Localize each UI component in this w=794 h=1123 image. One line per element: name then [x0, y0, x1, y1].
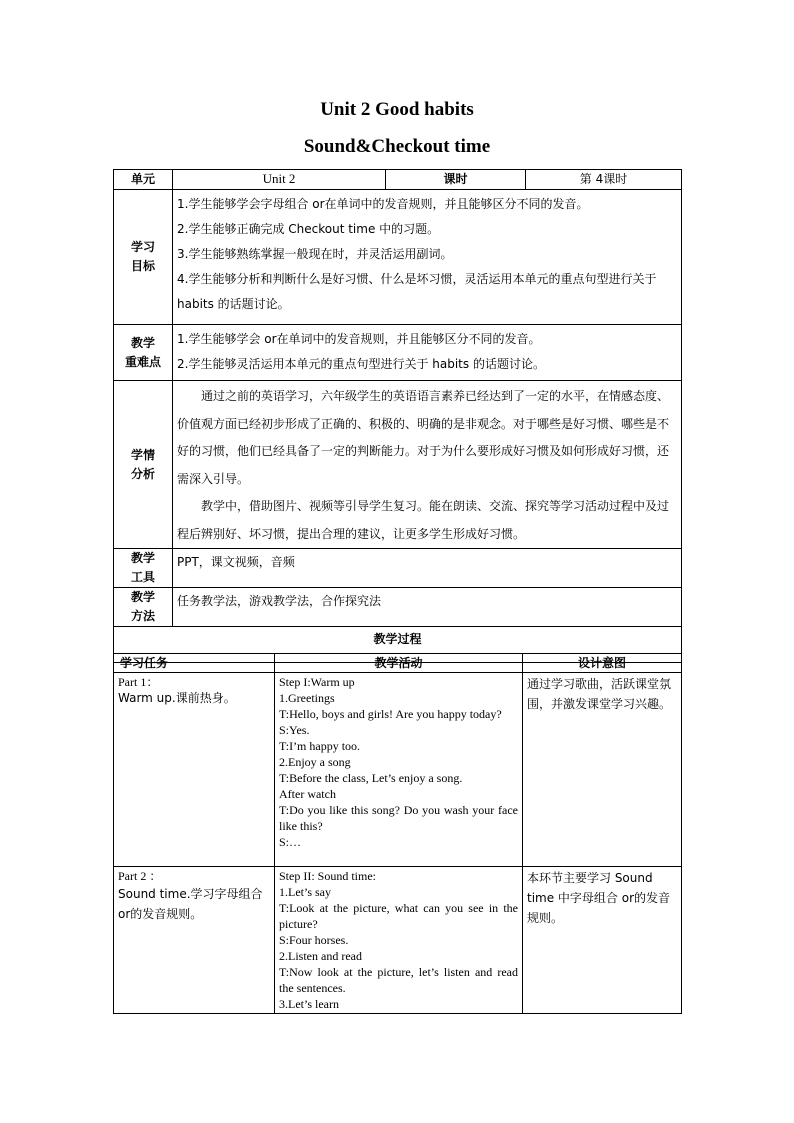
- period-value: 第 4课时: [526, 170, 682, 190]
- tools-label: 教学 工具: [114, 549, 173, 588]
- key-point-item: 2.学生能够灵活运用本单元的重点句型进行关于 habits 的话题讨论。: [177, 357, 545, 371]
- activity-cell: Step II: Sound time: 1.Let’s say T:Look at the picture, what can you see in the picture? S:Four horses. 2.Listen and read T:Now look at the picture, let’s listen and read the sentences. 3.Let’s learn: [275, 867, 523, 1014]
- methods-row: [114, 588, 682, 627]
- tools-row: [114, 549, 682, 588]
- objective-item: 2.学生能够正确完成 Checkout time 中的习题。: [177, 222, 440, 236]
- col-task-header: 学习任务: [114, 654, 275, 673]
- table-row: [114, 867, 682, 1014]
- header-row: [114, 170, 682, 190]
- document-title: Unit 2 Good habits: [320, 99, 474, 120]
- methods-label: 教学 方法: [114, 588, 173, 627]
- intent-cell: 通过学习歌曲，活跃课堂氛围，并激发课堂学习兴趣。: [523, 673, 682, 867]
- objective-item: 4.学生能够分析和判断什么是好习惯、什么是坏习惯，灵活运用本单元的重点句型进行关于 habits 的话题讨论。: [177, 272, 657, 311]
- tools-value: PPT，课文视频，音频: [173, 549, 682, 588]
- analysis-paragraph: 通过之前的英语学习，六年级学生的英语语言素养已经达到了一定的水平，在情感态度、价值观方面已经初步形成了正确的、积极的、明确的是非观念。对于哪些是好习惯、哪些是不好的习惯，他们已经具备了一定的判断能力。对于为什么要形成好习惯及如何形成好习惯，还需深入引导。: [177, 389, 670, 486]
- process-title: 教学过程: [114, 627, 682, 663]
- analysis-content: [173, 381, 682, 549]
- analysis-paragraph: 教学中，借助图片、视频等引导学生复习。能在朗读、交流、探究等学习活动过程中及过程后辨别好、坏习惯，提出合理的建议，让更多学生形成好习惯。: [177, 499, 670, 541]
- analysis-label: 学情 分析: [114, 381, 173, 549]
- col-intent-header: 设计意图: [523, 654, 682, 673]
- unit-value: Unit 2: [173, 170, 386, 190]
- task-cell: Part 1： Warm up.课前热身。: [114, 673, 275, 867]
- key-points-row: [114, 325, 682, 381]
- objectives-label: 学习 目标: [114, 190, 173, 325]
- analysis-row: [114, 381, 682, 549]
- activity-cell: Step I:Warm up 1.Greetings T:Hello, boys and girls! Are you happy today? S:Yes. T:I’m happy too. 2.Enjoy a song T:Before the class, Let’s enjoy a song. After watch T:Do you like this song? Do you wash your face like this? S:…: [275, 673, 523, 867]
- key-points-content: [173, 325, 682, 381]
- methods-value: 任务教学法，游戏教学法，合作探究法: [173, 588, 682, 627]
- period-label: 课时: [386, 170, 526, 190]
- objective-item: 1.学生能够学会字母组合 or在单词中的发音规则，并且能够区分不同的发音。: [177, 197, 589, 211]
- table-row: [114, 673, 682, 867]
- key-points-label: 教学 重难点: [114, 325, 173, 381]
- col-activity-header: 教学活动: [275, 654, 523, 673]
- unit-label: 单元: [114, 170, 173, 190]
- intent-cell: 本环节主要学习 Sound time 中字母组合 or的发音规则。: [523, 867, 682, 1014]
- document-subtitle: Sound&Checkout time: [303, 136, 491, 157]
- objectives-content: [173, 190, 682, 325]
- process-table: [113, 653, 682, 1014]
- task-cell: Part 2 ： Sound time.学习字母组合 or的发音规则。: [114, 867, 275, 1014]
- process-header-row: [114, 654, 682, 673]
- objective-item: 3.学生能够熟练掌握一般现在时，并灵活运用副词。: [177, 247, 453, 261]
- key-point-item: 1.学生能够学会 or在单词中的发音规则，并且能够区分不同的发音。: [177, 332, 541, 346]
- objectives-row: [114, 190, 682, 325]
- lesson-info-table: [113, 169, 682, 663]
